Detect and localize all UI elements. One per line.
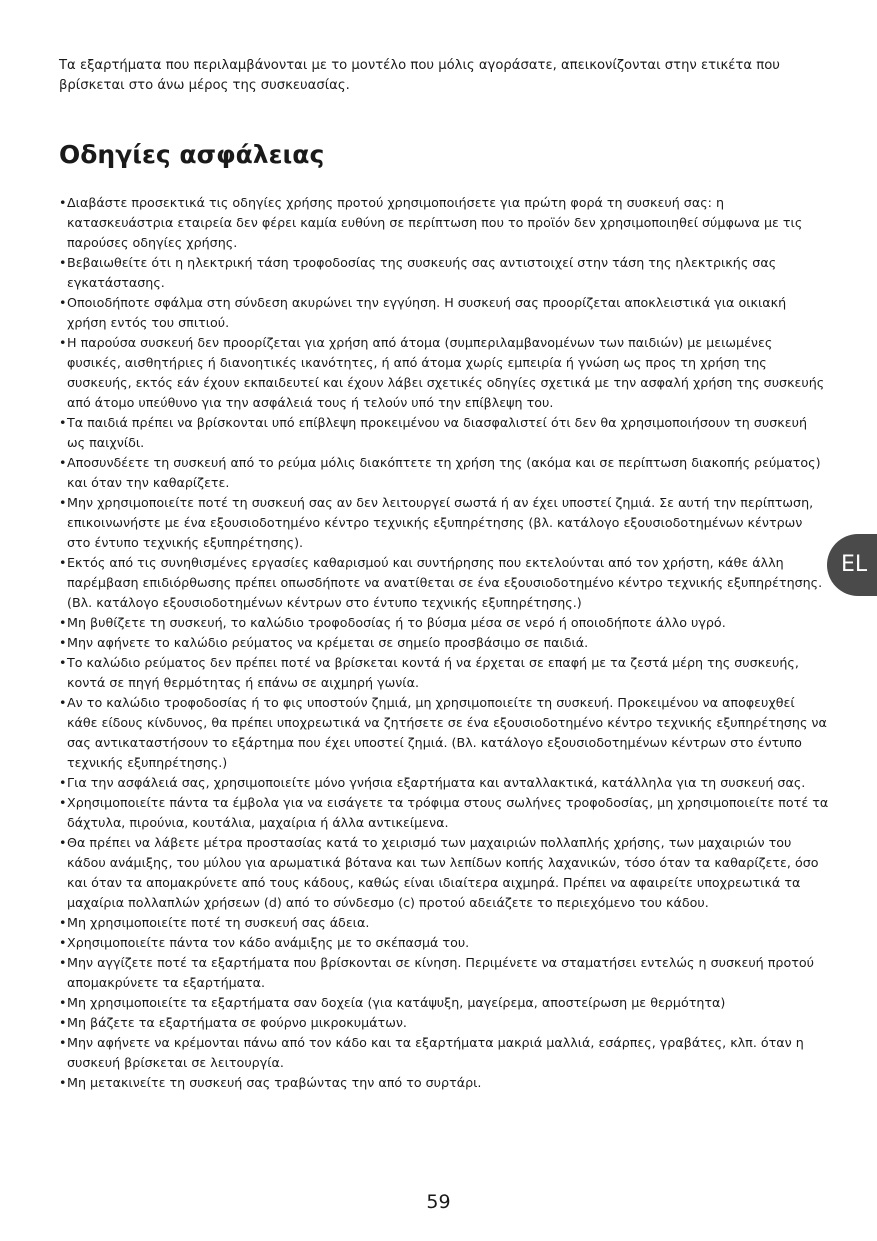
list-item: • Διαβάστε προσεκτικά τις οδηγίες χρήσης προτού χρησιμοποιήσετε για πρώτη φορά τη συσκευή σας: η κατασκευάστρια εταιρεία δεν φέρει καμία ευθύνη σε περίπτωση που το προϊόν δεν χρησιμοποιηθεί σύμφωνα με τις παρούσες οδηγίες χρήσης. bbox=[59, 193, 829, 253]
section-title: Οδηγίες ασφάλειας bbox=[59, 140, 325, 169]
list-item: • Μην αφήνετε το καλώδιο ρεύματος να κρέμεται σε σημείο προσβάσιμο σε παιδιά. bbox=[59, 633, 829, 653]
list-item: • Μην χρησιμοποιείτε ποτέ τη συσκευή σας αν δεν λειτουργεί σωστά ή αν έχει υποστεί ζημιά. Σε αυτή την περίπτωση, επικοινωνήστε με ένα εξουσιοδοτημένο κέντρο τεχνικής εξυπηρέτησης (βλ. κατάλογο εξουσιοδοτημένων κέντρων στο έντυπο τεχνικής εξυπηρέτησης). bbox=[59, 493, 829, 553]
list-item: • Μην αφήνετε να κρέμονται πάνω από τον κάδο και τα εξαρτήματα μακριά μαλλιά, εσάρπες, γραβάτες, κλπ. όταν η συσκευή βρίσκεται σε λειτουργία. bbox=[59, 1033, 829, 1073]
list-item: • Αν το καλώδιο τροφοδοσίας ή το φις υποστούν ζημιά, μη χρησιμοποιείτε τη συσκευή. Προκειμένου να αποφευχθεί κάθε είδους κίνδυνος, θα πρέπει υποχρεωτικά να ζητήσετε σε ένα εξουσιοδοτημένο κέντρο τεχνικής εξυπηρέτησης να σας αντικαταστήσουν το εξάρτημα που έχει υποστεί ζημιά. (Βλ. κατάλογο εξουσιοδοτημένων κέντρων στο έντυπο τεχνικής εξυπηρέτησης.) bbox=[59, 693, 829, 773]
language-tab: EL bbox=[827, 534, 877, 596]
list-item: • Μη χρησιμοποιείτε τα εξαρτήματα σαν δοχεία (για κατάψυξη, μαγείρεμα, αποστείρωση με θερμότητα) bbox=[59, 993, 829, 1013]
list-item: • Μη χρησιμοποιείτε ποτέ τη συσκευή σας άδεια. bbox=[59, 913, 829, 933]
intro-paragraph: Τα εξαρτήματα που περιλαμβάνονται με το μοντέλο που μόλις αγοράσατε, απεικονίζονται στην ετικέτα που βρίσκεται στο άνω μέρος της συσκευασίας. bbox=[59, 58, 780, 93]
list-item: • Μην αγγίζετε ποτέ τα εξαρτήματα που βρίσκονται σε κίνηση. Περιμένετε να σταματήσει εντελώς η συσκευή προτού απομακρύνετε τα εξαρτήματα. bbox=[59, 953, 829, 993]
safety-instructions-list bbox=[59, 193, 829, 1093]
list-item: • Εκτός από τις συνηθισμένες εργασίες καθαρισμού και συντήρησης που εκτελούνται από τον χρήστη, κάθε άλλη παρέμβαση επιδιόρθωσης πρέπει οπωσδήποτε να ανατίθεται σε ένα εξουσιοδοτημένο κέντρο τεχνικής εξυπηρέτησης. (Βλ. κατάλογο εξουσιοδοτημένων κέντρων στο έντυπο τεχνικής εξυπηρέτησης.) bbox=[59, 553, 829, 613]
list-item: • Τα παιδιά πρέπει να βρίσκονται υπό επίβλεψη προκειμένου να διασφαλιστεί ότι δεν θα χρησιμοποιήσουν τη συσκευή ως παιχνίδι. bbox=[59, 413, 829, 453]
list-item: • Μη βυθίζετε τη συσκευή, το καλώδιο τροφοδοσίας ή το βύσμα μέσα σε νερό ή οποιοδήποτε άλλο υγρό. bbox=[59, 613, 829, 633]
list-item: • Για την ασφάλειά σας, χρησιμοποιείτε μόνο γνήσια εξαρτήματα και ανταλλακτικά, κατάλληλα για τη συσκευή σας. bbox=[59, 773, 829, 793]
list-item: • Θα πρέπει να λάβετε μέτρα προστασίας κατά το χειρισμό των μαχαιριών πολλαπλής χρήσης, των μαχαιριών του κάδου ανάμιξης, του μύλου για αρωματικά βότανα και των λεπίδων κοπής λαχανικών, τόσο όταν τα καθαρίζετε, όσο και όταν τα απομακρύνετε από τους κάδους, καθώς είναι ιδιαίτερα αιχμηρά. Πρέπει να αφαιρείτε υποχρεωτικά τα μαχαίρια πολλαπλών χρήσεων (d) από το σύνδεσμο (c) προτού αδειάζετε το περιεχόμενο του κάδου. bbox=[59, 833, 829, 913]
list-item: • Μη μετακινείτε τη συσκευή σας τραβώντας την από το συρτάρι. bbox=[59, 1073, 829, 1093]
list-item: • Χρησιμοποιείτε πάντα τον κάδο ανάμιξης με το σκέπασμά του. bbox=[59, 933, 829, 953]
list-item: • Η παρούσα συσκευή δεν προορίζεται για χρήση από άτομα (συμπεριλαμβανομένων των παιδιών) με μειωμένες φυσικές, αισθητήριες ή διανοητικές ικανότητες, ή από άτομα χωρίς εμπειρία ή γνώση ως προς τη χρήση της συσκευής, εκτός εάν έχουν εκπαιδευτεί και έχουν λάβει σχετικές οδηγίες σχετικά με την ασφαλή χρήση της συσκευής από άτομο υπεύθυνο για την ασφάλειά τους ή τελούν υπό την επίβλεψη του. bbox=[59, 333, 829, 413]
list-item: • Το καλώδιο ρεύματος δεν πρέπει ποτέ να βρίσκεται κοντά ή να έρχεται σε επαφή με τα ζεστά μέρη της συσκευής, κοντά σε πηγή θερμότητας ή επάνω σε αιχμηρή γωνία. bbox=[59, 653, 829, 693]
list-item: • Χρησιμοποιείτε πάντα τα έμβολα για να εισάγετε τα τρόφιμα στους σωλήνες τροφοδοσίας, μη χρησιμοποιείτε ποτέ τα δάχτυλα, πιρούνια, κουτάλια, μαχαίρια ή άλλα αντικείμενα. bbox=[59, 793, 829, 833]
list-item: • Βεβαιωθείτε ότι η ηλεκτρική τάση τροφοδοσίας της συσκευής σας αντιστοιχεί στην τάση της ηλεκτρικής σας εγκατάστασης. bbox=[59, 253, 829, 293]
list-item: • Αποσυνδέετε τη συσκευή από το ρεύμα μόλις διακόπτετε τη χρήση της (ακόμα και σε περίπτωση διακοπής ρεύματος) και όταν την καθαρίζετε. bbox=[59, 453, 829, 493]
list-item: • Οποιοδήποτε σφάλμα στη σύνδεση ακυρώνει την εγγύηση. Η συσκευή σας προορίζεται αποκλειστικά για οικιακή χρήση εντός του σπιτιού. bbox=[59, 293, 829, 333]
list-item: • Μη βάζετε τα εξαρτήματα σε φούρνο μικροκυμάτων. bbox=[59, 1013, 829, 1033]
page-number: 59 bbox=[426, 1191, 451, 1213]
